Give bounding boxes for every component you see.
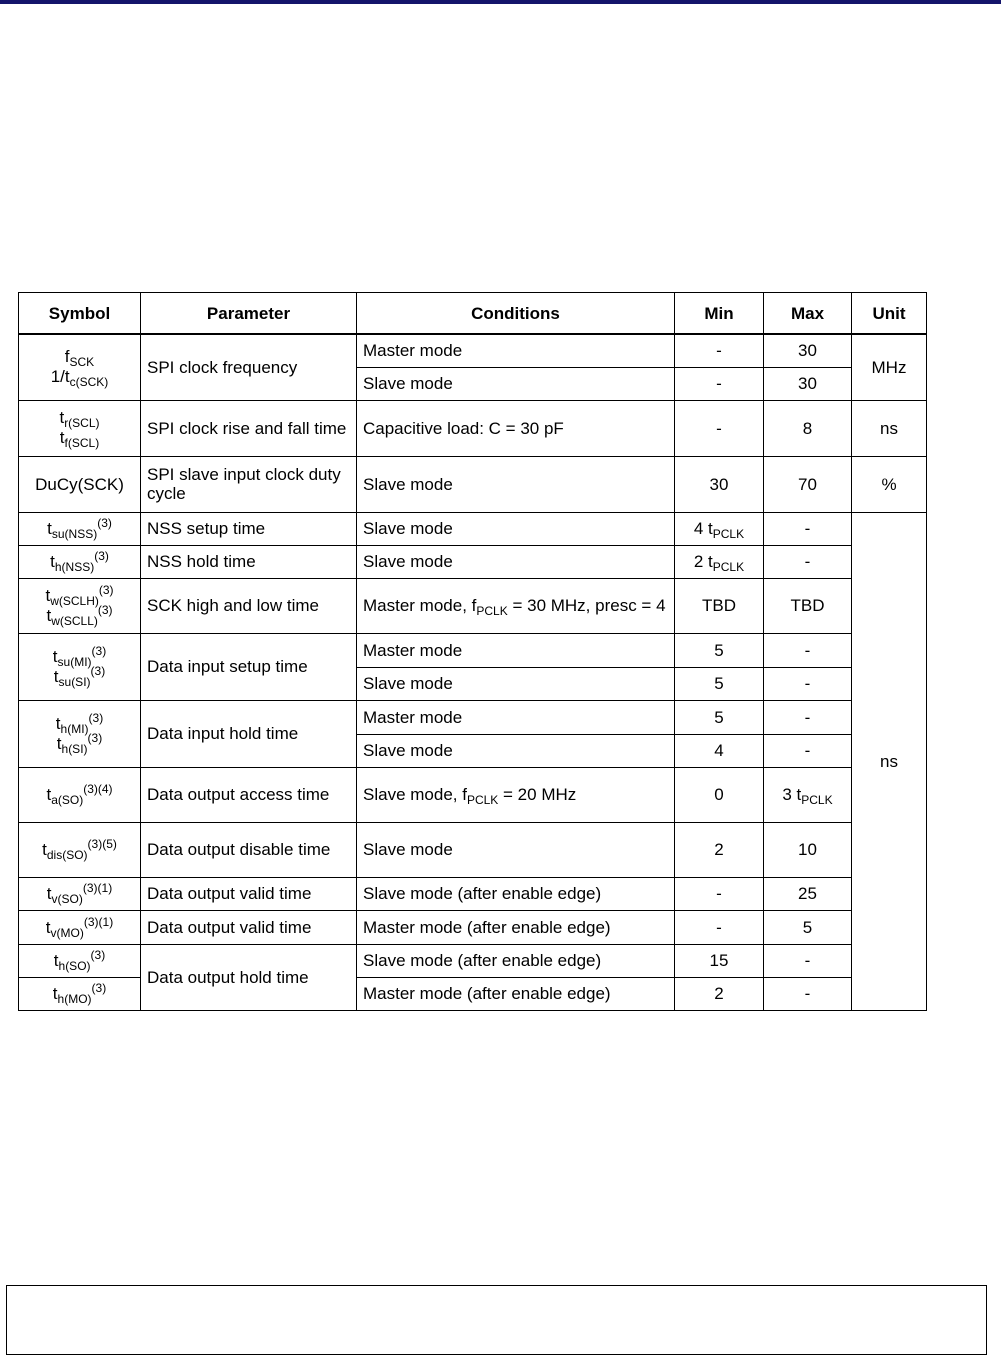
table-row	[19, 944, 927, 977]
condition-cell: Slave mode	[357, 367, 675, 400]
spi-timing-table	[18, 292, 927, 1011]
table-row	[19, 877, 927, 910]
header-conditions: Conditions	[357, 293, 675, 335]
min-cell: 2 $t_{PCLK}$	[675, 545, 764, 578]
parameter-cell: SPI slave input clock duty cycle	[141, 456, 357, 512]
parameter-cell: SCK high and low time	[141, 578, 357, 633]
min-cell: 2	[675, 977, 764, 1010]
condition-cell: Master mode	[357, 334, 675, 367]
max-cell: -	[764, 700, 852, 734]
min-cell: 4 $t_{PCLK}$	[675, 512, 764, 545]
top-rule	[0, 0, 1001, 4]
table-row	[19, 633, 927, 667]
symbol-cell: $t_{su(MI)}^{(3)}$ $t_{su(SI)}^{(3)}$	[19, 633, 141, 700]
max-cell: -	[764, 545, 852, 578]
header-unit: Unit	[852, 293, 927, 335]
condition-cell: Capacitive load: C = 30 pF	[357, 400, 675, 456]
table-row	[19, 910, 927, 944]
symbol-cell: DuCy(SCK)	[19, 456, 141, 512]
condition-cell: Slave mode (after enable edge)	[357, 944, 675, 977]
parameter-cell: Data output hold time	[141, 944, 357, 1010]
symbol-cell: $t_{h(MO)}^{(3)}$	[19, 977, 141, 1010]
condition-cell: Master mode (after enable edge)	[357, 910, 675, 944]
symbol-cell: $t_{su(NSS)}^{(3)}$	[19, 512, 141, 545]
symbol-cell: $t_{h(SO)}^{(3)}$	[19, 944, 141, 977]
max-cell: 5	[764, 910, 852, 944]
max-cell: -	[764, 944, 852, 977]
min-cell: 2	[675, 822, 764, 877]
header-symbol: Symbol	[19, 293, 141, 335]
condition-cell: Slave mode	[357, 734, 675, 767]
max-cell: 25	[764, 877, 852, 910]
min-cell: 4	[675, 734, 764, 767]
min-cell: -	[675, 334, 764, 367]
symbol-cell: $t_{a(SO)}^{(3)(4)}$	[19, 767, 141, 822]
condition-cell: Slave mode, $f_{PCLK} = 20$ MHz	[357, 767, 675, 822]
parameter-cell: Data output valid time	[141, 877, 357, 910]
min-cell: 30	[675, 456, 764, 512]
max-cell: 30	[764, 367, 852, 400]
condition-cell: Slave mode	[357, 456, 675, 512]
condition-cell: Slave mode (after enable edge)	[357, 877, 675, 910]
max-cell: 8	[764, 400, 852, 456]
parameter-cell: NSS hold time	[141, 545, 357, 578]
parameter-cell: SPI clock frequency	[141, 334, 357, 400]
header-max: Max	[764, 293, 852, 335]
min-cell: -	[675, 910, 764, 944]
parameter-cell: Data output valid time	[141, 910, 357, 944]
min-cell: 0	[675, 767, 764, 822]
table-row	[19, 578, 927, 633]
parameter-cell: SPI clock rise and fall time	[141, 400, 357, 456]
min-cell: -	[675, 367, 764, 400]
max-cell: -	[764, 977, 852, 1010]
unit-cell: MHz	[852, 334, 927, 400]
table-row	[19, 767, 927, 822]
max-cell: 10	[764, 822, 852, 877]
min-cell: TBD	[675, 578, 764, 633]
min-cell: 15	[675, 944, 764, 977]
table-row	[19, 334, 927, 367]
symbol-cell: $t_{dis(SO)}^{(3)(5)}$	[19, 822, 141, 877]
table-row	[19, 456, 927, 512]
symbol-cell: $t_{h(MI)}^{(3)}$ $t_{h(SI)}^{(3)}$	[19, 700, 141, 767]
max-cell: 70	[764, 456, 852, 512]
max-cell: -	[764, 512, 852, 545]
condition-cell: Master mode	[357, 633, 675, 667]
symbol-cell: $t_{v(SO)}^{(3)(1)}$	[19, 877, 141, 910]
table-row	[19, 700, 927, 734]
table-header-row	[19, 293, 927, 335]
symbol-cell: $t_{h(NSS)}^{(3)}$	[19, 545, 141, 578]
condition-cell: Slave mode	[357, 545, 675, 578]
max-cell: 30	[764, 334, 852, 367]
table-row	[19, 822, 927, 877]
parameter-cell: Data output disable time	[141, 822, 357, 877]
parameter-cell: NSS setup time	[141, 512, 357, 545]
max-cell: TBD	[764, 578, 852, 633]
max-cell: -	[764, 633, 852, 667]
parameter-cell: Data input hold time	[141, 700, 357, 767]
footer-box	[6, 1285, 987, 1355]
parameter-cell: Data output access time	[141, 767, 357, 822]
header-parameter: Parameter	[141, 293, 357, 335]
parameter-cell: Data input setup time	[141, 633, 357, 700]
condition-cell: Slave mode	[357, 512, 675, 545]
min-cell: -	[675, 400, 764, 456]
symbol-cell: $t_{w(SCLH)}^{(3)}$ $t_{w(SCLL)}^{(3)}$	[19, 578, 141, 633]
symbol-cell: $t_{r(SCL)}$ $t_{f(SCL)}$	[19, 400, 141, 456]
unit-cell: ns	[852, 400, 927, 456]
symbol-cell: $t_{v(MO)}^{(3)(1)}$	[19, 910, 141, 944]
unit-cell: ns	[852, 512, 927, 1010]
max-cell: -	[764, 734, 852, 767]
table-row	[19, 545, 927, 578]
max-cell: 3 $t_{PCLK}$	[764, 767, 852, 822]
condition-cell: Master mode	[357, 700, 675, 734]
condition-cell: Master mode (after enable edge)	[357, 977, 675, 1010]
condition-cell: Slave mode	[357, 822, 675, 877]
unit-cell: %	[852, 456, 927, 512]
min-cell: -	[675, 877, 764, 910]
condition-cell: Slave mode	[357, 667, 675, 700]
max-cell: -	[764, 667, 852, 700]
table-row	[19, 400, 927, 456]
min-cell: 5	[675, 700, 764, 734]
table-row	[19, 512, 927, 545]
condition-cell: Master mode, $f_{PCLK} = 30$ MHz, presc = 4	[357, 578, 675, 633]
header-min: Min	[675, 293, 764, 335]
symbol-cell: $f_{SCK}$ $1/t_{c(SCK)}$	[19, 334, 141, 400]
min-cell: 5	[675, 667, 764, 700]
min-cell: 5	[675, 633, 764, 667]
